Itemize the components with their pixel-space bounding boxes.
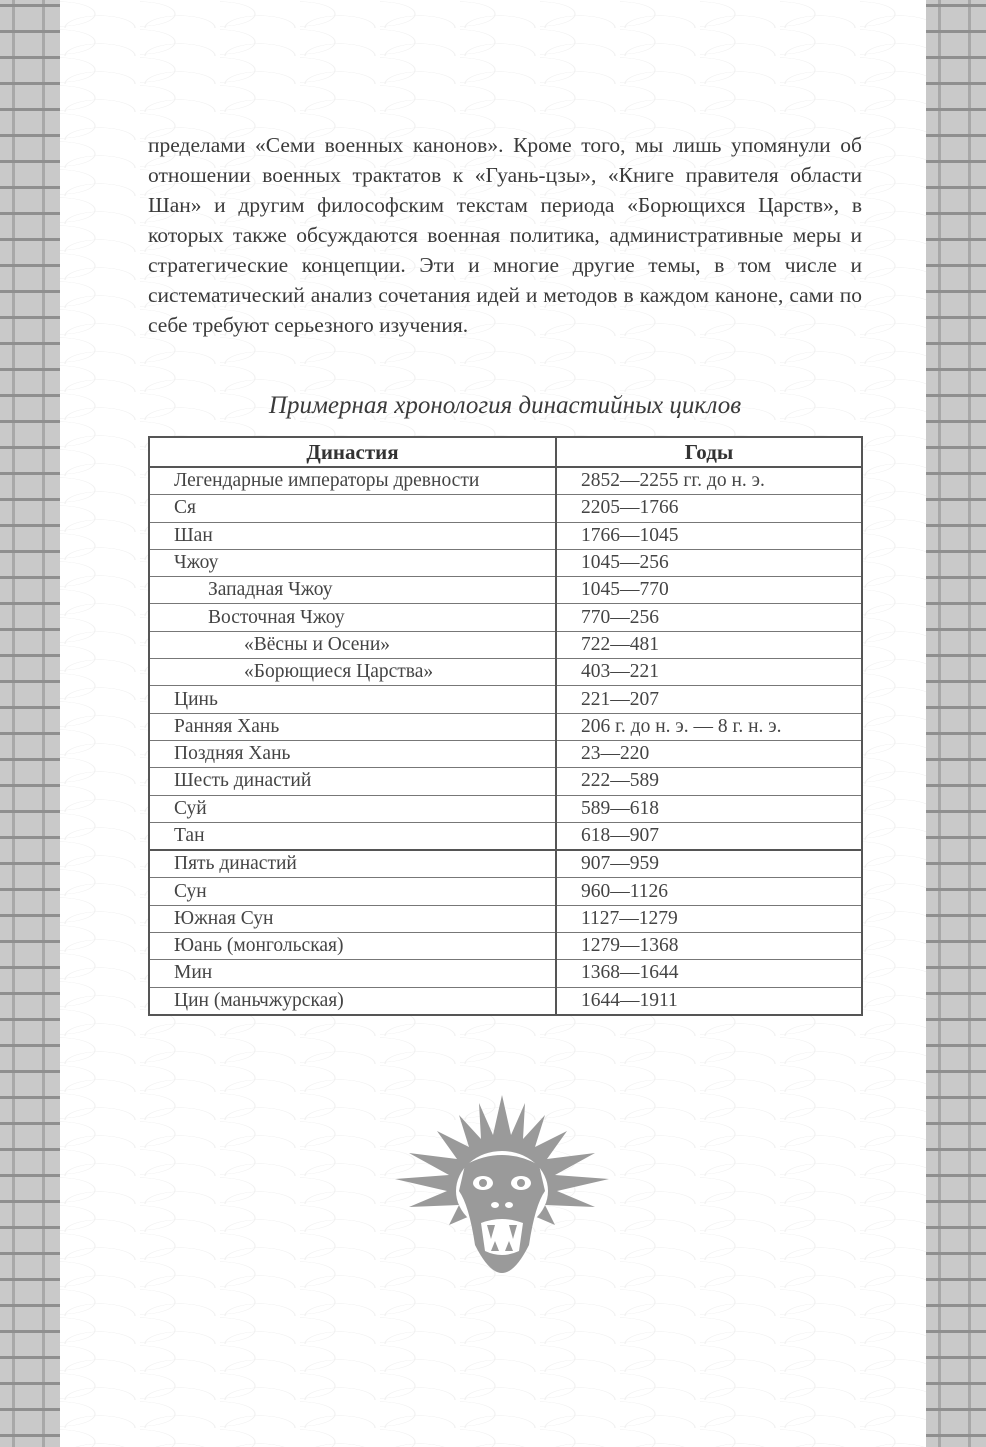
- years-cell: 1368—1644: [556, 960, 862, 987]
- body-paragraph: пределами «Семи военных канонов». Кроме того, мы лишь упомянули об отношении военных трактатов к «Гуань-цзы», «Книге правителя области Шан» и другим философским текстам периода «Борющихся Царств», в которых также обсуждаются военная политика, административные меры и стратегические концепции. Эти и многие другие темы, в том числе и систематический анализ сочетания идей и методов в каждом каноне, сами по себе требуют серьезного изучения.: [148, 133, 862, 337]
- dynasty-chronology-table: [148, 436, 863, 1016]
- years-cell: 907—959: [556, 850, 862, 878]
- dynasty-cell: Суй: [149, 795, 556, 822]
- dynasty-cell: Чжоу: [149, 549, 556, 576]
- years-cell: 1045—770: [556, 577, 862, 604]
- table-row: [149, 577, 862, 604]
- years-cell: 206 г. до н. э. — 8 г. н. э.: [556, 713, 862, 740]
- years-cell: 1045—256: [556, 549, 862, 576]
- header-dynasty: Династия: [149, 437, 556, 467]
- years-cell: 618—907: [556, 822, 862, 850]
- years-cell: 222—589: [556, 768, 862, 795]
- years-cell: 221—207: [556, 686, 862, 713]
- years-cell: 1766—1045: [556, 522, 862, 549]
- table-row: [149, 467, 862, 495]
- years-cell: 2852—2255 гг. до н. э.: [556, 467, 862, 495]
- years-cell: 2205—1766: [556, 495, 862, 522]
- years-cell: 1127—1279: [556, 905, 862, 932]
- table-row: [149, 878, 862, 905]
- dynasty-cell: «Вёсны и Осени»: [149, 631, 556, 658]
- left-greek-key-border: [0, 0, 60, 1447]
- dynasty-cell: Цин (маньчжурская): [149, 987, 556, 1015]
- table-row: [149, 905, 862, 932]
- table-row: [149, 686, 862, 713]
- table-row: [149, 604, 862, 631]
- dynasty-cell: Легендарные императоры древности: [149, 467, 556, 495]
- dynasty-cell: Поздняя Хань: [149, 740, 556, 767]
- dynasty-cell: Шесть династий: [149, 768, 556, 795]
- right-greek-key-border: [926, 0, 986, 1447]
- years-cell: 589—618: [556, 795, 862, 822]
- table-row: [149, 822, 862, 850]
- table-row: [149, 549, 862, 576]
- dynasty-cell: Ранняя Хань: [149, 713, 556, 740]
- dynasty-cell: Южная Сун: [149, 905, 556, 932]
- table-row: [149, 713, 862, 740]
- dynasty-cell: Цинь: [149, 686, 556, 713]
- years-cell: 23—220: [556, 740, 862, 767]
- table-row: [149, 850, 862, 878]
- table-row: [149, 522, 862, 549]
- table-row: [149, 987, 862, 1015]
- table-row: [149, 659, 862, 686]
- table-header-row: [149, 437, 862, 467]
- table-row: [149, 960, 862, 987]
- table-row: [149, 495, 862, 522]
- dynasty-cell: Восточная Чжоу: [149, 604, 556, 631]
- table-row: [149, 631, 862, 658]
- years-cell: 722—481: [556, 631, 862, 658]
- table-row: [149, 740, 862, 767]
- header-years: Годы: [556, 437, 862, 467]
- dynasty-cell: Пять династий: [149, 850, 556, 878]
- years-cell: 403—221: [556, 659, 862, 686]
- dynasty-cell: Шан: [149, 522, 556, 549]
- dynasty-cell: Западная Чжоу: [149, 577, 556, 604]
- table-caption: Примерная хронология династийных циклов: [268, 392, 742, 419]
- dynasty-cell: «Борющиеся Царства»: [149, 659, 556, 686]
- dynasty-cell: Мин: [149, 960, 556, 987]
- dynasty-cell: Сун: [149, 878, 556, 905]
- years-cell: 770—256: [556, 604, 862, 631]
- table-row: [149, 795, 862, 822]
- dragon-head-icon: [395, 1095, 610, 1275]
- years-cell: 1279—1368: [556, 933, 862, 960]
- dynasty-cell: Ся: [149, 495, 556, 522]
- table-row: [149, 768, 862, 795]
- years-cell: 960—1126: [556, 878, 862, 905]
- dynasty-cell: Юань (монгольская): [149, 933, 556, 960]
- dynasty-cell: Тан: [149, 822, 556, 850]
- years-cell: 1644—1911: [556, 987, 862, 1015]
- table-row: [149, 933, 862, 960]
